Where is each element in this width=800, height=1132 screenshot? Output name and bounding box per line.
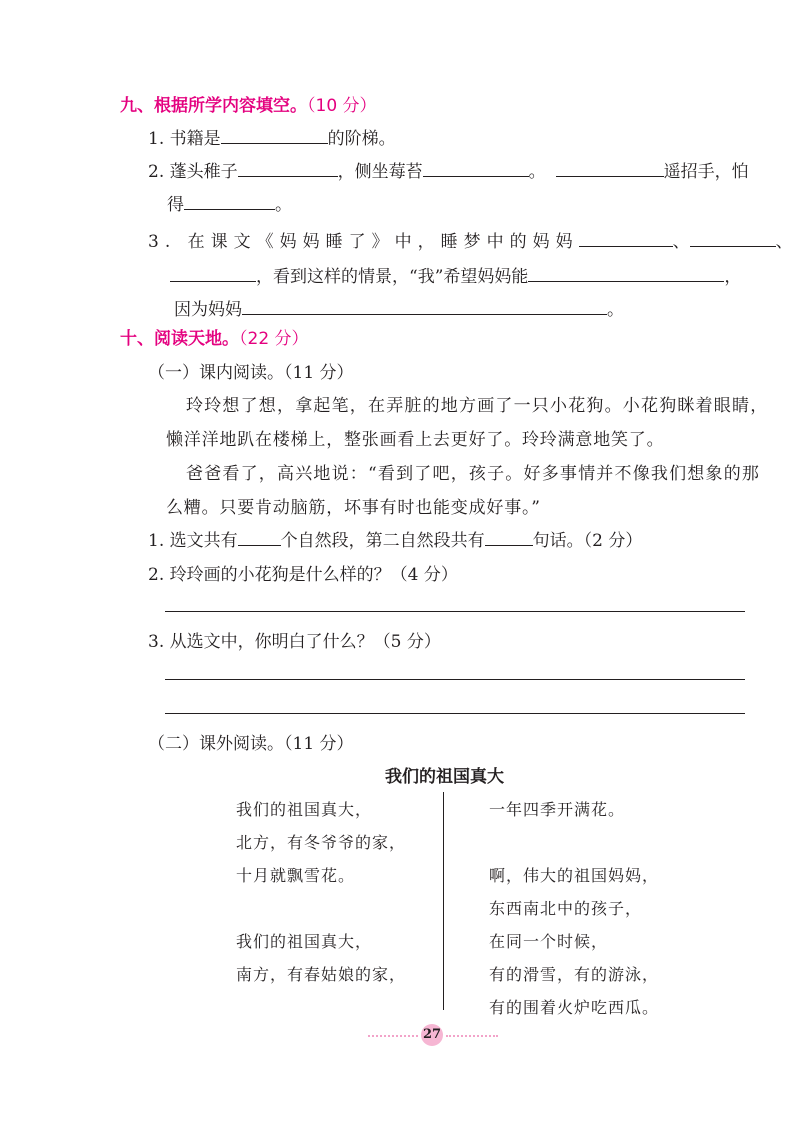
answer-blank[interactable]	[485, 528, 533, 546]
answer-blank[interactable]	[221, 126, 328, 144]
poem-line: 有的围着火炉吃西瓜。	[489, 998, 660, 1017]
page-number-decoration-left	[368, 1035, 418, 1037]
p1-question-3: 3. 从选文中，你明白了什么？（5 分）	[148, 632, 441, 652]
poem-line: 我们的祖国真大，	[236, 932, 373, 951]
page-number: 27	[421, 1024, 443, 1046]
answer-line[interactable]	[165, 679, 745, 680]
page-number-decoration-right	[446, 1035, 498, 1037]
answer-blank[interactable]	[528, 264, 724, 282]
passage-para-2-line-2: 么糟。只要肯动脑筋，坏事有时也能变成好事。”	[166, 498, 541, 518]
answer-blank[interactable]	[556, 159, 664, 177]
s9-question-1: 1. 书籍是 的阶梯。	[148, 124, 396, 149]
p1-question-2: 2. 玲玲画的小花狗是什么样的？（4 分）	[148, 565, 458, 585]
answer-blank[interactable]	[242, 297, 607, 315]
answer-blank[interactable]	[238, 528, 281, 546]
poem-line: 东西南北中的孩子，	[489, 899, 643, 918]
poem-title: 我们的祖国真大	[385, 767, 504, 787]
poem-line: 啊，伟大的祖国妈妈，	[489, 866, 660, 885]
answer-blank[interactable]	[579, 229, 673, 247]
s9-question-2: 2. 蓬头稚子 ，侧坐莓苔 。 遥招手，怕	[148, 157, 749, 182]
passage-para-1-line-1: 玲玲想了想，拿起笔，在弄脏的地方画了一只小花狗。小花狗眯着眼睛，	[186, 396, 769, 416]
answer-blank[interactable]	[184, 192, 275, 210]
poem-line: 一年四季开满花。	[489, 800, 626, 819]
passage-para-2-line-1: 爸爸看了，高兴地说：“看到了吧，孩子。好多事情并不像我们想象的那	[186, 464, 761, 484]
answer-line[interactable]	[165, 611, 745, 612]
poem-line: 我们的祖国真大，	[236, 800, 373, 819]
poem-line: 北方，有冬爷爷的家，	[236, 833, 407, 852]
p1-question-1: 1. 选文共有 个自然段，第二自然段共有 句话。（2 分）	[148, 526, 642, 551]
answer-line[interactable]	[165, 713, 745, 714]
section-10-title: 十、阅读天地。（22 分）	[120, 329, 309, 349]
column-divider	[443, 792, 444, 1010]
answer-blank[interactable]	[170, 264, 256, 282]
s9-question-3-cont: ，看到这样的情景，“我”希望妈妈能 ，	[170, 262, 741, 287]
s9-question-3: 3. 在课文《妈妈睡了》中，睡梦中的妈妈 、 、	[148, 227, 793, 252]
poem-line: 十月就飘雪花。	[236, 866, 356, 885]
answer-blank[interactable]	[690, 229, 776, 247]
poem-line: 南方，有春姑娘的家，	[236, 965, 407, 984]
answer-blank[interactable]	[423, 159, 529, 177]
poem-line: 有的滑雪，有的游泳，	[489, 965, 660, 984]
passage-para-1-line-2: 懒洋洋地趴在楼梯上，整张画看上去更好了。玲玲满意地笑了。	[166, 430, 665, 450]
part-1-heading: （一）课内阅读。（11 分）	[148, 363, 354, 383]
s9-question-3-cont2: 因为妈妈 。	[174, 295, 624, 320]
poem-line: 在同一个时候，	[489, 932, 609, 951]
s9-question-2-cont: 得 。	[167, 190, 292, 215]
answer-blank[interactable]	[238, 159, 338, 177]
part-2-heading: （二）课外阅读。（11 分）	[148, 734, 354, 754]
section-9-title: 九、根据所学内容填空。（10 分）	[120, 96, 377, 116]
